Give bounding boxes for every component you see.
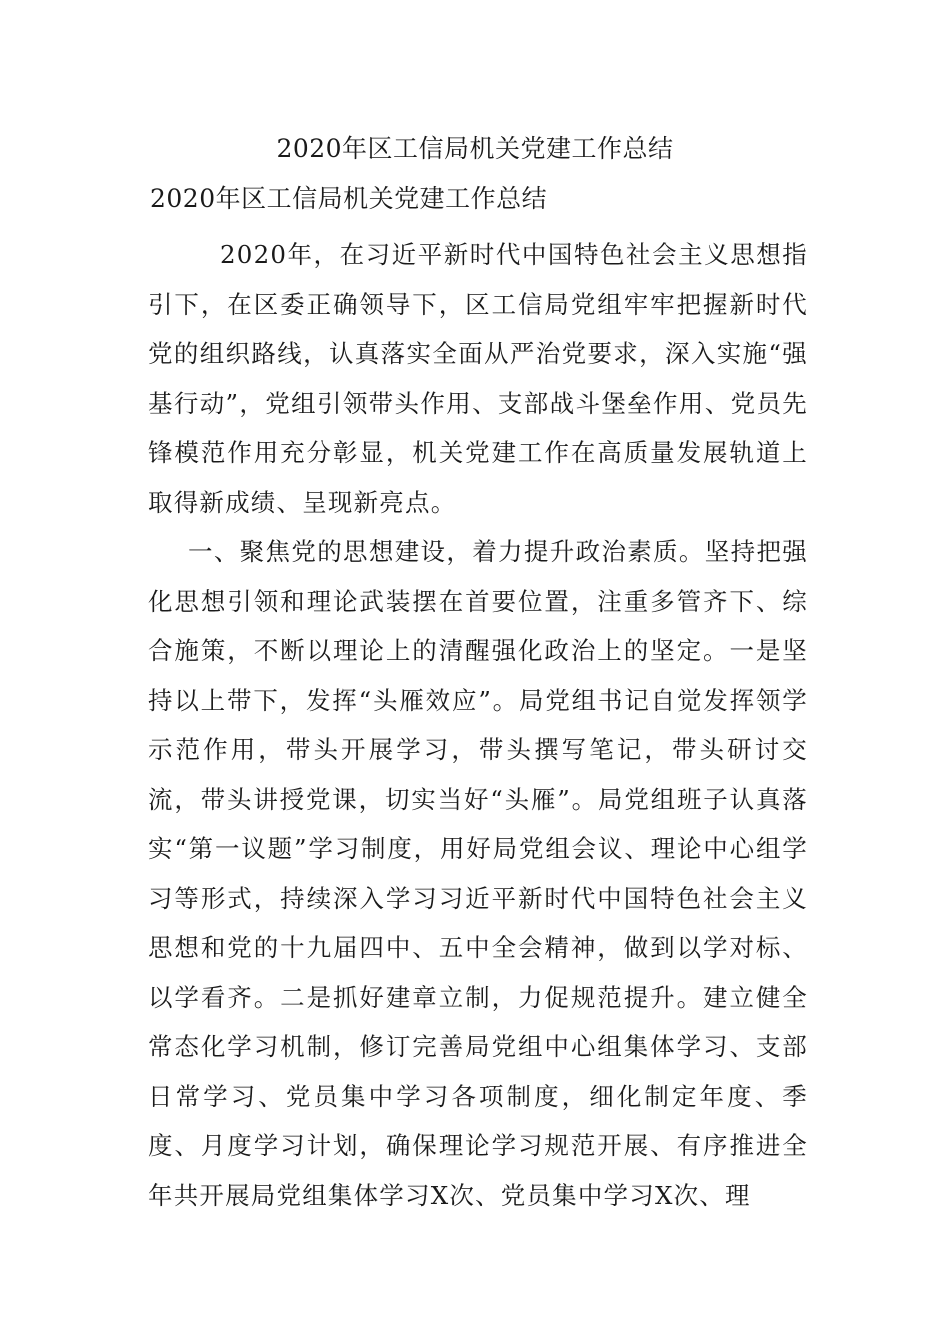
paragraph-section-one: 一、聚焦党的思想建设，着力提升政治素质。坚持把强化思想引领和理论武装摆在首要位置，注重多管齐下、综合施策，不断以理论上的清醒强化政治上的坚定。一是坚持以上带下，发挥“头雁效应”。局党组书记自觉发挥领学示范作用，带头开展学习，带头撰写笔记，带头研讨交流，带头讲授党课，切实当好“头雁”。局党组班子认真落实“第一议题”学习制度，用好局党组会议、理论中心组学习等形式，持续深入学习习近平新时代中国特色社会主义思想和党的十九届四中、五中全会精神，做到以学对标、以学看齐。二是抓好建章立制，力促规范提升。建立健全常态化学习机制，修订完善局党组中心组集体学习、支部日常学习、党员集中学习各项制度，细化制定年度、季度、月度学习计划，确保理论学习规范开展、有序推进全年共开展局党组集体学习X次、党员集中学习X次、理 [148, 537, 808, 1210]
document-body [148, 230, 808, 1220]
document-title: 2020年区工信局机关党建工作总结 [276, 134, 674, 163]
document-subtitle: 2020年区工信局机关党建工作总结 [150, 184, 548, 213]
paragraph-intro: 2020年，在习近平新时代中国特色社会主义思想指引下，在区委正确领导下，区工信局党组牢牢把握新时代党的组织路线，认真落实全面从严治党要求，深入实施“强基行动”，党组引领带头作用、支部战斗堡垒作用、党员先锋模范作用充分彰显，机关党建工作在高质量发展轨道上取得新成绩、呈现新亮点。 [148, 240, 808, 517]
